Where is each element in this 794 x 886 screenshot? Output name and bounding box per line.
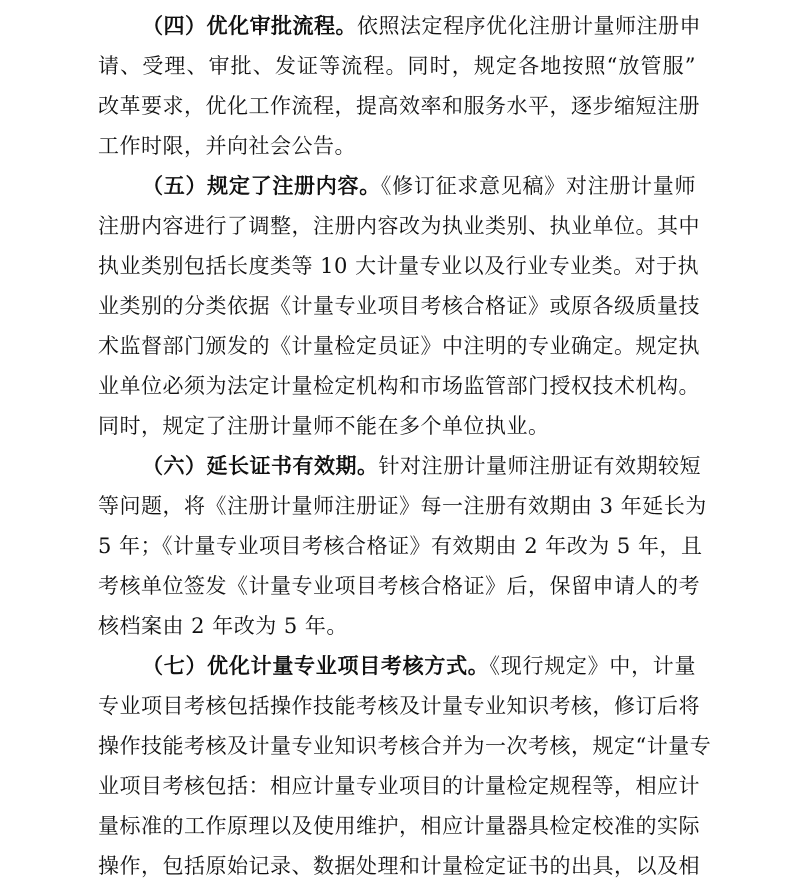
paragraph-line: 业类别的分类依据《计量专业项目考核合格证》或原各级质量技 <box>98 294 700 318</box>
paragraph-line: 等问题，将《注册计量师注册证》每一注册有效期由 3 年延长为 <box>98 494 707 518</box>
paragraph-text: 依照法定程序优化注册计量师注册申 <box>357 14 701 38</box>
paragraph-first-line <box>98 6 701 46</box>
paragraph-line: 工作时限，并向社会公告。 <box>98 134 356 158</box>
paragraph-line: 改革要求，优化工作流程，提高效率和服务水平，逐步缩短注册 <box>98 94 700 118</box>
paragraph-4 <box>98 6 701 166</box>
section-heading: （五）规定了注册内容。 <box>142 174 381 198</box>
paragraph-line: 术监督部门颁发的《计量检定员证》中注明的专业确定。规定执 <box>98 334 700 358</box>
paragraph-6 <box>98 446 707 646</box>
paragraph-line: 操作，包括原始记录、数据处理和计量检定证书的出具，以及相 <box>98 854 700 878</box>
paragraph-text: 《修订征求意见稿》对注册计量师 <box>380 174 697 198</box>
paragraph-first-line <box>98 646 696 686</box>
paragraph-line: 量标准的工作原理以及使用维护，相应计量器具检定校准的实际 <box>98 814 700 838</box>
paragraph-line: 业单位必须为法定计量检定机构和市场监管部门授权技术机构。 <box>98 374 700 398</box>
paragraph-line: 请、受理、审批、发证等流程。同时，规定各地按照“放管服” <box>98 54 696 78</box>
section-heading: （六）延长证书有效期。 <box>142 454 379 478</box>
section-heading: （七）优化计量专业项目考核方式。 <box>142 654 490 678</box>
paragraph-line: 专业项目考核包括操作技能考核及计量专业知识考核，修订后将 <box>98 694 700 718</box>
paragraph-line: 注册内容进行了调整，注册内容改为执业类别、执业单位。其中 <box>98 214 700 238</box>
paragraph-5 <box>98 166 700 446</box>
paragraph-line: 操作技能考核及计量专业知识考核合并为一次考核，规定“计量专 <box>98 734 712 758</box>
paragraph-first-line <box>98 166 696 206</box>
paragraph-line: 同时，规定了注册计量师不能在多个单位执业。 <box>98 414 550 438</box>
paragraph-line: 业项目考核包括：相应计量专业项目的计量检定规程等，相应计 <box>98 774 700 798</box>
section-heading: （四）优化审批流程。 <box>142 14 357 38</box>
paragraph-line: 考核单位签发《计量专业项目考核合格证》后，保留申请人的考 <box>98 574 700 598</box>
paragraph-text: 针对注册计量师注册证有效期较短 <box>378 454 701 478</box>
paragraph-7 <box>98 646 712 886</box>
paragraph-line: 核档案由 2 年改为 5 年。 <box>98 614 348 638</box>
paragraph-text: 《现行规定》中，计量 <box>489 654 697 678</box>
paragraph-first-line <box>98 446 701 486</box>
paragraph-line: 5 年；《计量专业项目考核合格证》有效期由 2 年改为 5 年，且 <box>98 534 703 558</box>
paragraph-line: 执业类别包括长度类等 10 大计量专业以及行业专业类。对于执 <box>98 254 700 278</box>
